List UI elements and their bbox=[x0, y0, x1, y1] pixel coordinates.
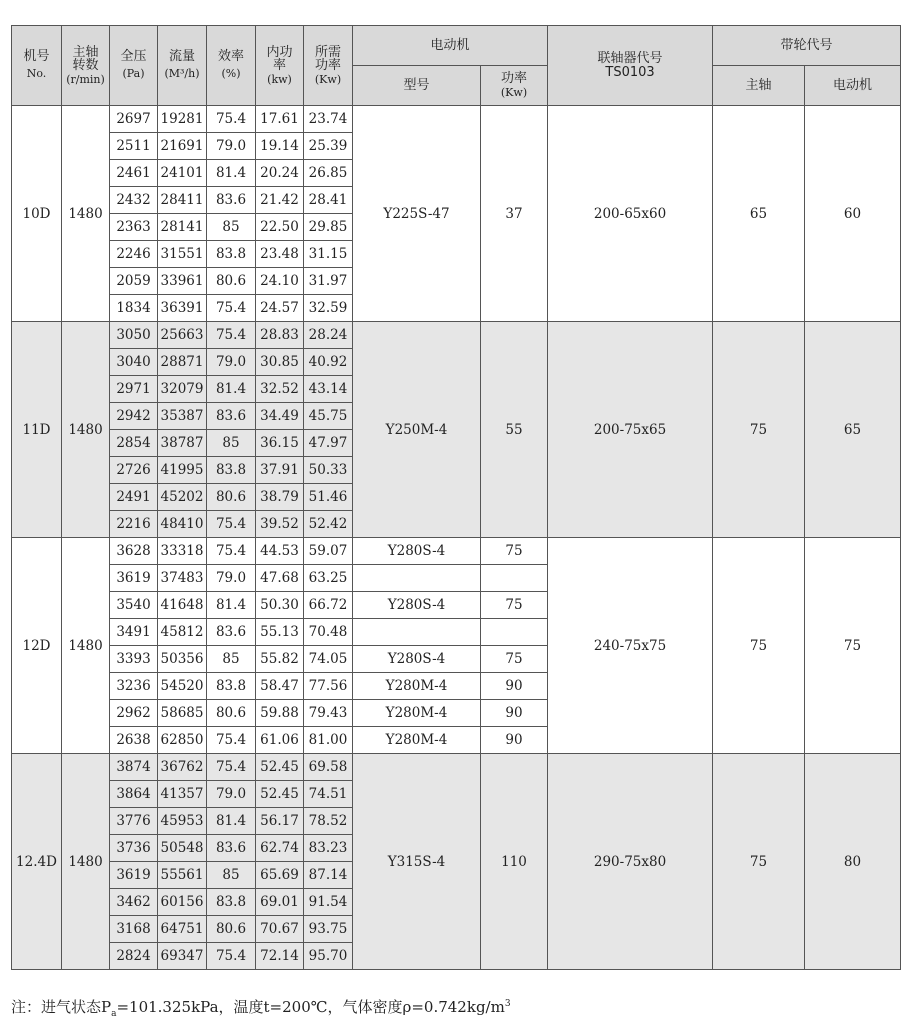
motor-type-cell: Y225S-47 bbox=[353, 106, 481, 322]
pulley-main-cell: 75 bbox=[713, 754, 805, 970]
internal-power-cell: 65.69 bbox=[256, 862, 304, 889]
efficiency-cell: 85 bbox=[207, 646, 256, 673]
required-power-cell: 66.72 bbox=[304, 592, 353, 619]
required-power-cell: 69.58 bbox=[304, 754, 353, 781]
internal-power-cell: 20.24 bbox=[256, 160, 304, 187]
table-row bbox=[12, 322, 901, 349]
flow-cell: 28411 bbox=[158, 187, 207, 214]
internal-power-cell: 59.88 bbox=[256, 700, 304, 727]
required-power-cell: 47.97 bbox=[304, 430, 353, 457]
header-model-no bbox=[12, 26, 62, 106]
flow-cell: 32079 bbox=[158, 376, 207, 403]
flow-cell: 33961 bbox=[158, 268, 207, 295]
header-required-power-label: 所需功率 bbox=[314, 44, 341, 73]
efficiency-cell: 79.0 bbox=[207, 565, 256, 592]
internal-power-cell: 17.61 bbox=[256, 106, 304, 133]
flow-cell: 50356 bbox=[158, 646, 207, 673]
header-efficiency bbox=[207, 26, 256, 106]
pressure-cell: 2059 bbox=[110, 268, 158, 295]
internal-power-cell: 69.01 bbox=[256, 889, 304, 916]
pulley-main-cell: 75 bbox=[713, 322, 805, 538]
footnote-subscript: a bbox=[111, 1009, 117, 1019]
efficiency-cell: 79.0 bbox=[207, 133, 256, 160]
flow-cell: 35387 bbox=[158, 403, 207, 430]
required-power-cell: 95.70 bbox=[304, 943, 353, 970]
flow-cell: 45202 bbox=[158, 484, 207, 511]
header-pressure-unit: (Pa) bbox=[122, 67, 145, 80]
internal-power-cell: 52.45 bbox=[256, 754, 304, 781]
pressure-cell: 3736 bbox=[110, 835, 158, 862]
flow-cell: 28141 bbox=[158, 214, 207, 241]
header-pressure bbox=[110, 26, 158, 106]
efficiency-cell: 83.6 bbox=[207, 403, 256, 430]
motor-type-cell: Y315S-4 bbox=[353, 754, 481, 970]
internal-power-cell: 70.67 bbox=[256, 916, 304, 943]
motor-power-cell: 75 bbox=[481, 538, 548, 565]
efficiency-cell: 83.6 bbox=[207, 619, 256, 646]
flow-cell: 38787 bbox=[158, 430, 207, 457]
header-required-power bbox=[304, 26, 353, 106]
pressure-cell: 3040 bbox=[110, 349, 158, 376]
header-motor-power-unit: (Kw) bbox=[500, 85, 528, 99]
pulley-main-cell: 65 bbox=[713, 106, 805, 322]
flow-cell: 28871 bbox=[158, 349, 207, 376]
header-required-power-unit: (Kw) bbox=[314, 72, 342, 86]
flow-cell: 69347 bbox=[158, 943, 207, 970]
efficiency-cell: 83.8 bbox=[207, 673, 256, 700]
coupling-cell: 290-75x80 bbox=[548, 754, 713, 970]
pressure-cell: 2638 bbox=[110, 727, 158, 754]
efficiency-cell: 83.8 bbox=[207, 241, 256, 268]
fan-spec-table bbox=[11, 25, 901, 970]
internal-power-cell: 24.57 bbox=[256, 295, 304, 322]
pressure-cell: 1834 bbox=[110, 295, 158, 322]
pressure-cell: 2697 bbox=[110, 106, 158, 133]
table-header bbox=[12, 26, 901, 106]
internal-power-cell: 72.14 bbox=[256, 943, 304, 970]
header-speed-unit: (r/min) bbox=[66, 72, 105, 86]
header-motor-type bbox=[353, 66, 481, 106]
header-coupling-label: 联轴器代号 bbox=[597, 50, 663, 66]
header-motor-power-label: 功率 bbox=[501, 70, 528, 86]
pulley-motor-cell: 75 bbox=[805, 538, 901, 754]
efficiency-cell: 85 bbox=[207, 862, 256, 889]
footnote-text: =101.325kPa，温度t=200℃，气体密度ρ=0.742kg/m bbox=[116, 998, 505, 1016]
efficiency-cell: 75.4 bbox=[207, 943, 256, 970]
required-power-cell: 31.97 bbox=[304, 268, 353, 295]
required-power-cell: 70.48 bbox=[304, 619, 353, 646]
table-row bbox=[12, 754, 901, 781]
motor-power-cell: 90 bbox=[481, 727, 548, 754]
header-internal-power bbox=[256, 26, 304, 106]
efficiency-cell: 83.8 bbox=[207, 889, 256, 916]
efficiency-cell: 80.6 bbox=[207, 484, 256, 511]
speed-cell: 1480 bbox=[62, 754, 110, 970]
required-power-cell: 78.52 bbox=[304, 808, 353, 835]
required-power-cell: 45.75 bbox=[304, 403, 353, 430]
pressure-cell: 2726 bbox=[110, 457, 158, 484]
pressure-cell: 2511 bbox=[110, 133, 158, 160]
header-speed bbox=[62, 26, 110, 106]
efficiency-cell: 81.4 bbox=[207, 808, 256, 835]
pulley-main-cell: 75 bbox=[713, 538, 805, 754]
model-cell: 12.4D bbox=[12, 754, 62, 970]
pulley-motor-cell: 60 bbox=[805, 106, 901, 322]
header-pulley-motor bbox=[805, 66, 901, 106]
internal-power-cell: 34.49 bbox=[256, 403, 304, 430]
motor-type-cell: Y280S-4 bbox=[353, 646, 481, 673]
internal-power-cell: 39.52 bbox=[256, 511, 304, 538]
internal-power-cell: 23.48 bbox=[256, 241, 304, 268]
internal-power-cell: 22.50 bbox=[256, 214, 304, 241]
motor-type-cell bbox=[353, 619, 481, 646]
efficiency-cell: 83.8 bbox=[207, 457, 256, 484]
required-power-cell: 32.59 bbox=[304, 295, 353, 322]
motor-type-cell: Y280M-4 bbox=[353, 700, 481, 727]
required-power-cell: 52.42 bbox=[304, 511, 353, 538]
pressure-cell: 2432 bbox=[110, 187, 158, 214]
header-coupling-code: TS0103 bbox=[605, 64, 655, 80]
internal-power-cell: 36.15 bbox=[256, 430, 304, 457]
required-power-cell: 81.00 bbox=[304, 727, 353, 754]
efficiency-cell: 80.6 bbox=[207, 916, 256, 943]
pressure-cell: 3619 bbox=[110, 862, 158, 889]
internal-power-cell: 28.83 bbox=[256, 322, 304, 349]
required-power-cell: 63.25 bbox=[304, 565, 353, 592]
footnote-superscript: 3 bbox=[504, 999, 511, 1009]
pressure-cell: 2363 bbox=[110, 214, 158, 241]
flow-cell: 31551 bbox=[158, 241, 207, 268]
flow-cell: 19281 bbox=[158, 106, 207, 133]
efficiency-cell: 83.6 bbox=[207, 835, 256, 862]
motor-type-cell bbox=[353, 565, 481, 592]
flow-cell: 24101 bbox=[158, 160, 207, 187]
efficiency-cell: 75.4 bbox=[207, 727, 256, 754]
coupling-cell: 200-65x60 bbox=[548, 106, 713, 322]
pressure-cell: 2942 bbox=[110, 403, 158, 430]
required-power-cell: 83.23 bbox=[304, 835, 353, 862]
internal-power-cell: 21.42 bbox=[256, 187, 304, 214]
required-power-cell: 25.39 bbox=[304, 133, 353, 160]
flow-cell: 37483 bbox=[158, 565, 207, 592]
required-power-cell: 77.56 bbox=[304, 673, 353, 700]
efficiency-cell: 85 bbox=[207, 214, 256, 241]
required-power-cell: 74.05 bbox=[304, 646, 353, 673]
efficiency-cell: 81.4 bbox=[207, 592, 256, 619]
header-motor-power bbox=[481, 66, 548, 106]
internal-power-cell: 58.47 bbox=[256, 673, 304, 700]
required-power-cell: 31.15 bbox=[304, 241, 353, 268]
flow-cell: 48410 bbox=[158, 511, 207, 538]
header-motor bbox=[353, 26, 548, 66]
efficiency-cell: 80.6 bbox=[207, 268, 256, 295]
model-cell: 10D bbox=[12, 106, 62, 322]
internal-power-cell: 37.91 bbox=[256, 457, 304, 484]
pressure-cell: 2491 bbox=[110, 484, 158, 511]
internal-power-cell: 47.68 bbox=[256, 565, 304, 592]
efficiency-cell: 75.4 bbox=[207, 538, 256, 565]
internal-power-cell: 44.53 bbox=[256, 538, 304, 565]
internal-power-cell: 38.79 bbox=[256, 484, 304, 511]
efficiency-cell: 75.4 bbox=[207, 106, 256, 133]
header-pressure-label: 全压 bbox=[120, 49, 147, 64]
pressure-cell: 3491 bbox=[110, 619, 158, 646]
internal-power-cell: 30.85 bbox=[256, 349, 304, 376]
pressure-cell: 2854 bbox=[110, 430, 158, 457]
pressure-cell: 3864 bbox=[110, 781, 158, 808]
efficiency-cell: 75.4 bbox=[207, 511, 256, 538]
flow-cell: 50548 bbox=[158, 835, 207, 862]
pressure-cell: 2971 bbox=[110, 376, 158, 403]
speed-cell: 1480 bbox=[62, 106, 110, 322]
internal-power-cell: 24.10 bbox=[256, 268, 304, 295]
pressure-cell: 2824 bbox=[110, 943, 158, 970]
flow-cell: 33318 bbox=[158, 538, 207, 565]
header-pulley bbox=[713, 26, 901, 66]
flow-cell: 36762 bbox=[158, 754, 207, 781]
header-model-no-en: No. bbox=[26, 67, 47, 80]
flow-cell: 41357 bbox=[158, 781, 207, 808]
pressure-cell: 3619 bbox=[110, 565, 158, 592]
coupling-cell: 200-75x65 bbox=[548, 322, 713, 538]
efficiency-cell: 81.4 bbox=[207, 376, 256, 403]
required-power-cell: 74.51 bbox=[304, 781, 353, 808]
flow-cell: 54520 bbox=[158, 673, 207, 700]
header-pulley-motor-label: 电动机 bbox=[833, 77, 873, 93]
header-internal-power-unit: (kw) bbox=[267, 72, 292, 86]
required-power-cell: 87.14 bbox=[304, 862, 353, 889]
required-power-cell: 23.74 bbox=[304, 106, 353, 133]
efficiency-cell: 75.4 bbox=[207, 295, 256, 322]
motor-power-cell: 75 bbox=[481, 646, 548, 673]
header-efficiency-label: 效率 bbox=[217, 49, 244, 64]
pressure-cell: 3462 bbox=[110, 889, 158, 916]
efficiency-cell: 79.0 bbox=[207, 349, 256, 376]
pressure-cell: 3776 bbox=[110, 808, 158, 835]
pressure-cell: 2216 bbox=[110, 511, 158, 538]
internal-power-cell: 55.82 bbox=[256, 646, 304, 673]
model-cell: 11D bbox=[12, 322, 62, 538]
motor-power-cell bbox=[481, 619, 548, 646]
internal-power-cell: 55.13 bbox=[256, 619, 304, 646]
required-power-cell: 28.41 bbox=[304, 187, 353, 214]
efficiency-cell: 75.4 bbox=[207, 322, 256, 349]
footnote bbox=[11, 996, 900, 1019]
efficiency-cell: 79.0 bbox=[207, 781, 256, 808]
pressure-cell: 2962 bbox=[110, 700, 158, 727]
pressure-cell: 2246 bbox=[110, 241, 158, 268]
coupling-cell: 240-75x75 bbox=[548, 538, 713, 754]
pressure-cell: 3168 bbox=[110, 916, 158, 943]
flow-cell: 58685 bbox=[158, 700, 207, 727]
required-power-cell: 26.85 bbox=[304, 160, 353, 187]
header-flow-label: 流量 bbox=[168, 49, 195, 64]
pressure-cell: 3540 bbox=[110, 592, 158, 619]
header-speed-label: 主轴转数 bbox=[72, 44, 99, 73]
speed-cell: 1480 bbox=[62, 538, 110, 754]
flow-cell: 45953 bbox=[158, 808, 207, 835]
footnote-prefix: 注：进气状态P bbox=[11, 998, 112, 1016]
flow-cell: 36391 bbox=[158, 295, 207, 322]
header-pulley-label: 带轮代号 bbox=[780, 37, 833, 53]
required-power-cell: 51.46 bbox=[304, 484, 353, 511]
internal-power-cell: 62.74 bbox=[256, 835, 304, 862]
motor-type-cell: Y280M-4 bbox=[353, 673, 481, 700]
required-power-cell: 28.24 bbox=[304, 322, 353, 349]
header-pulley-main bbox=[713, 66, 805, 106]
motor-type-cell: Y280S-4 bbox=[353, 538, 481, 565]
required-power-cell: 50.33 bbox=[304, 457, 353, 484]
efficiency-cell: 83.6 bbox=[207, 187, 256, 214]
header-coupling bbox=[548, 26, 713, 106]
motor-power-cell: 90 bbox=[481, 700, 548, 727]
header-pulley-main-label: 主轴 bbox=[745, 77, 772, 93]
required-power-cell: 93.75 bbox=[304, 916, 353, 943]
flow-cell: 45812 bbox=[158, 619, 207, 646]
motor-type-cell: Y280S-4 bbox=[353, 592, 481, 619]
flow-cell: 25663 bbox=[158, 322, 207, 349]
required-power-cell: 91.54 bbox=[304, 889, 353, 916]
flow-cell: 41995 bbox=[158, 457, 207, 484]
internal-power-cell: 52.45 bbox=[256, 781, 304, 808]
internal-power-cell: 50.30 bbox=[256, 592, 304, 619]
motor-power-cell: 110 bbox=[481, 754, 548, 970]
required-power-cell: 29.85 bbox=[304, 214, 353, 241]
efficiency-cell: 80.6 bbox=[207, 700, 256, 727]
model-cell: 12D bbox=[12, 538, 62, 754]
motor-type-cell: Y250M-4 bbox=[353, 322, 481, 538]
pressure-cell: 3393 bbox=[110, 646, 158, 673]
pressure-cell: 3236 bbox=[110, 673, 158, 700]
pressure-cell: 3628 bbox=[110, 538, 158, 565]
header-internal-power-label: 内功率 bbox=[266, 44, 293, 73]
motor-power-cell bbox=[481, 565, 548, 592]
flow-cell: 60156 bbox=[158, 889, 207, 916]
internal-power-cell: 19.14 bbox=[256, 133, 304, 160]
required-power-cell: 43.14 bbox=[304, 376, 353, 403]
internal-power-cell: 56.17 bbox=[256, 808, 304, 835]
header-model-no-label: 机号 bbox=[23, 49, 50, 64]
required-power-cell: 79.43 bbox=[304, 700, 353, 727]
header-motor-label: 电动机 bbox=[430, 37, 470, 53]
pressure-cell: 3050 bbox=[110, 322, 158, 349]
header-flow bbox=[158, 26, 207, 106]
flow-cell: 62850 bbox=[158, 727, 207, 754]
table-body bbox=[12, 106, 901, 970]
internal-power-cell: 61.06 bbox=[256, 727, 304, 754]
pulley-motor-cell: 65 bbox=[805, 322, 901, 538]
flow-cell: 64751 bbox=[158, 916, 207, 943]
required-power-cell: 59.07 bbox=[304, 538, 353, 565]
efficiency-cell: 81.4 bbox=[207, 160, 256, 187]
table-row bbox=[12, 106, 901, 133]
required-power-cell: 40.92 bbox=[304, 349, 353, 376]
motor-type-cell: Y280M-4 bbox=[353, 727, 481, 754]
header-motor-type-label: 型号 bbox=[403, 77, 430, 93]
motor-power-cell: 75 bbox=[481, 592, 548, 619]
internal-power-cell: 32.52 bbox=[256, 376, 304, 403]
motor-power-cell: 37 bbox=[481, 106, 548, 322]
pressure-cell: 3874 bbox=[110, 754, 158, 781]
flow-cell: 41648 bbox=[158, 592, 207, 619]
header-flow-unit: (M³/h) bbox=[164, 67, 200, 80]
pressure-cell: 2461 bbox=[110, 160, 158, 187]
pulley-motor-cell: 80 bbox=[805, 754, 901, 970]
motor-power-cell: 55 bbox=[481, 322, 548, 538]
efficiency-cell: 85 bbox=[207, 430, 256, 457]
flow-cell: 55561 bbox=[158, 862, 207, 889]
motor-power-cell: 90 bbox=[481, 673, 548, 700]
speed-cell: 1480 bbox=[62, 322, 110, 538]
table-row bbox=[12, 538, 901, 565]
efficiency-cell: 75.4 bbox=[207, 754, 256, 781]
flow-cell: 21691 bbox=[158, 133, 207, 160]
header-efficiency-unit: (%) bbox=[221, 67, 241, 80]
